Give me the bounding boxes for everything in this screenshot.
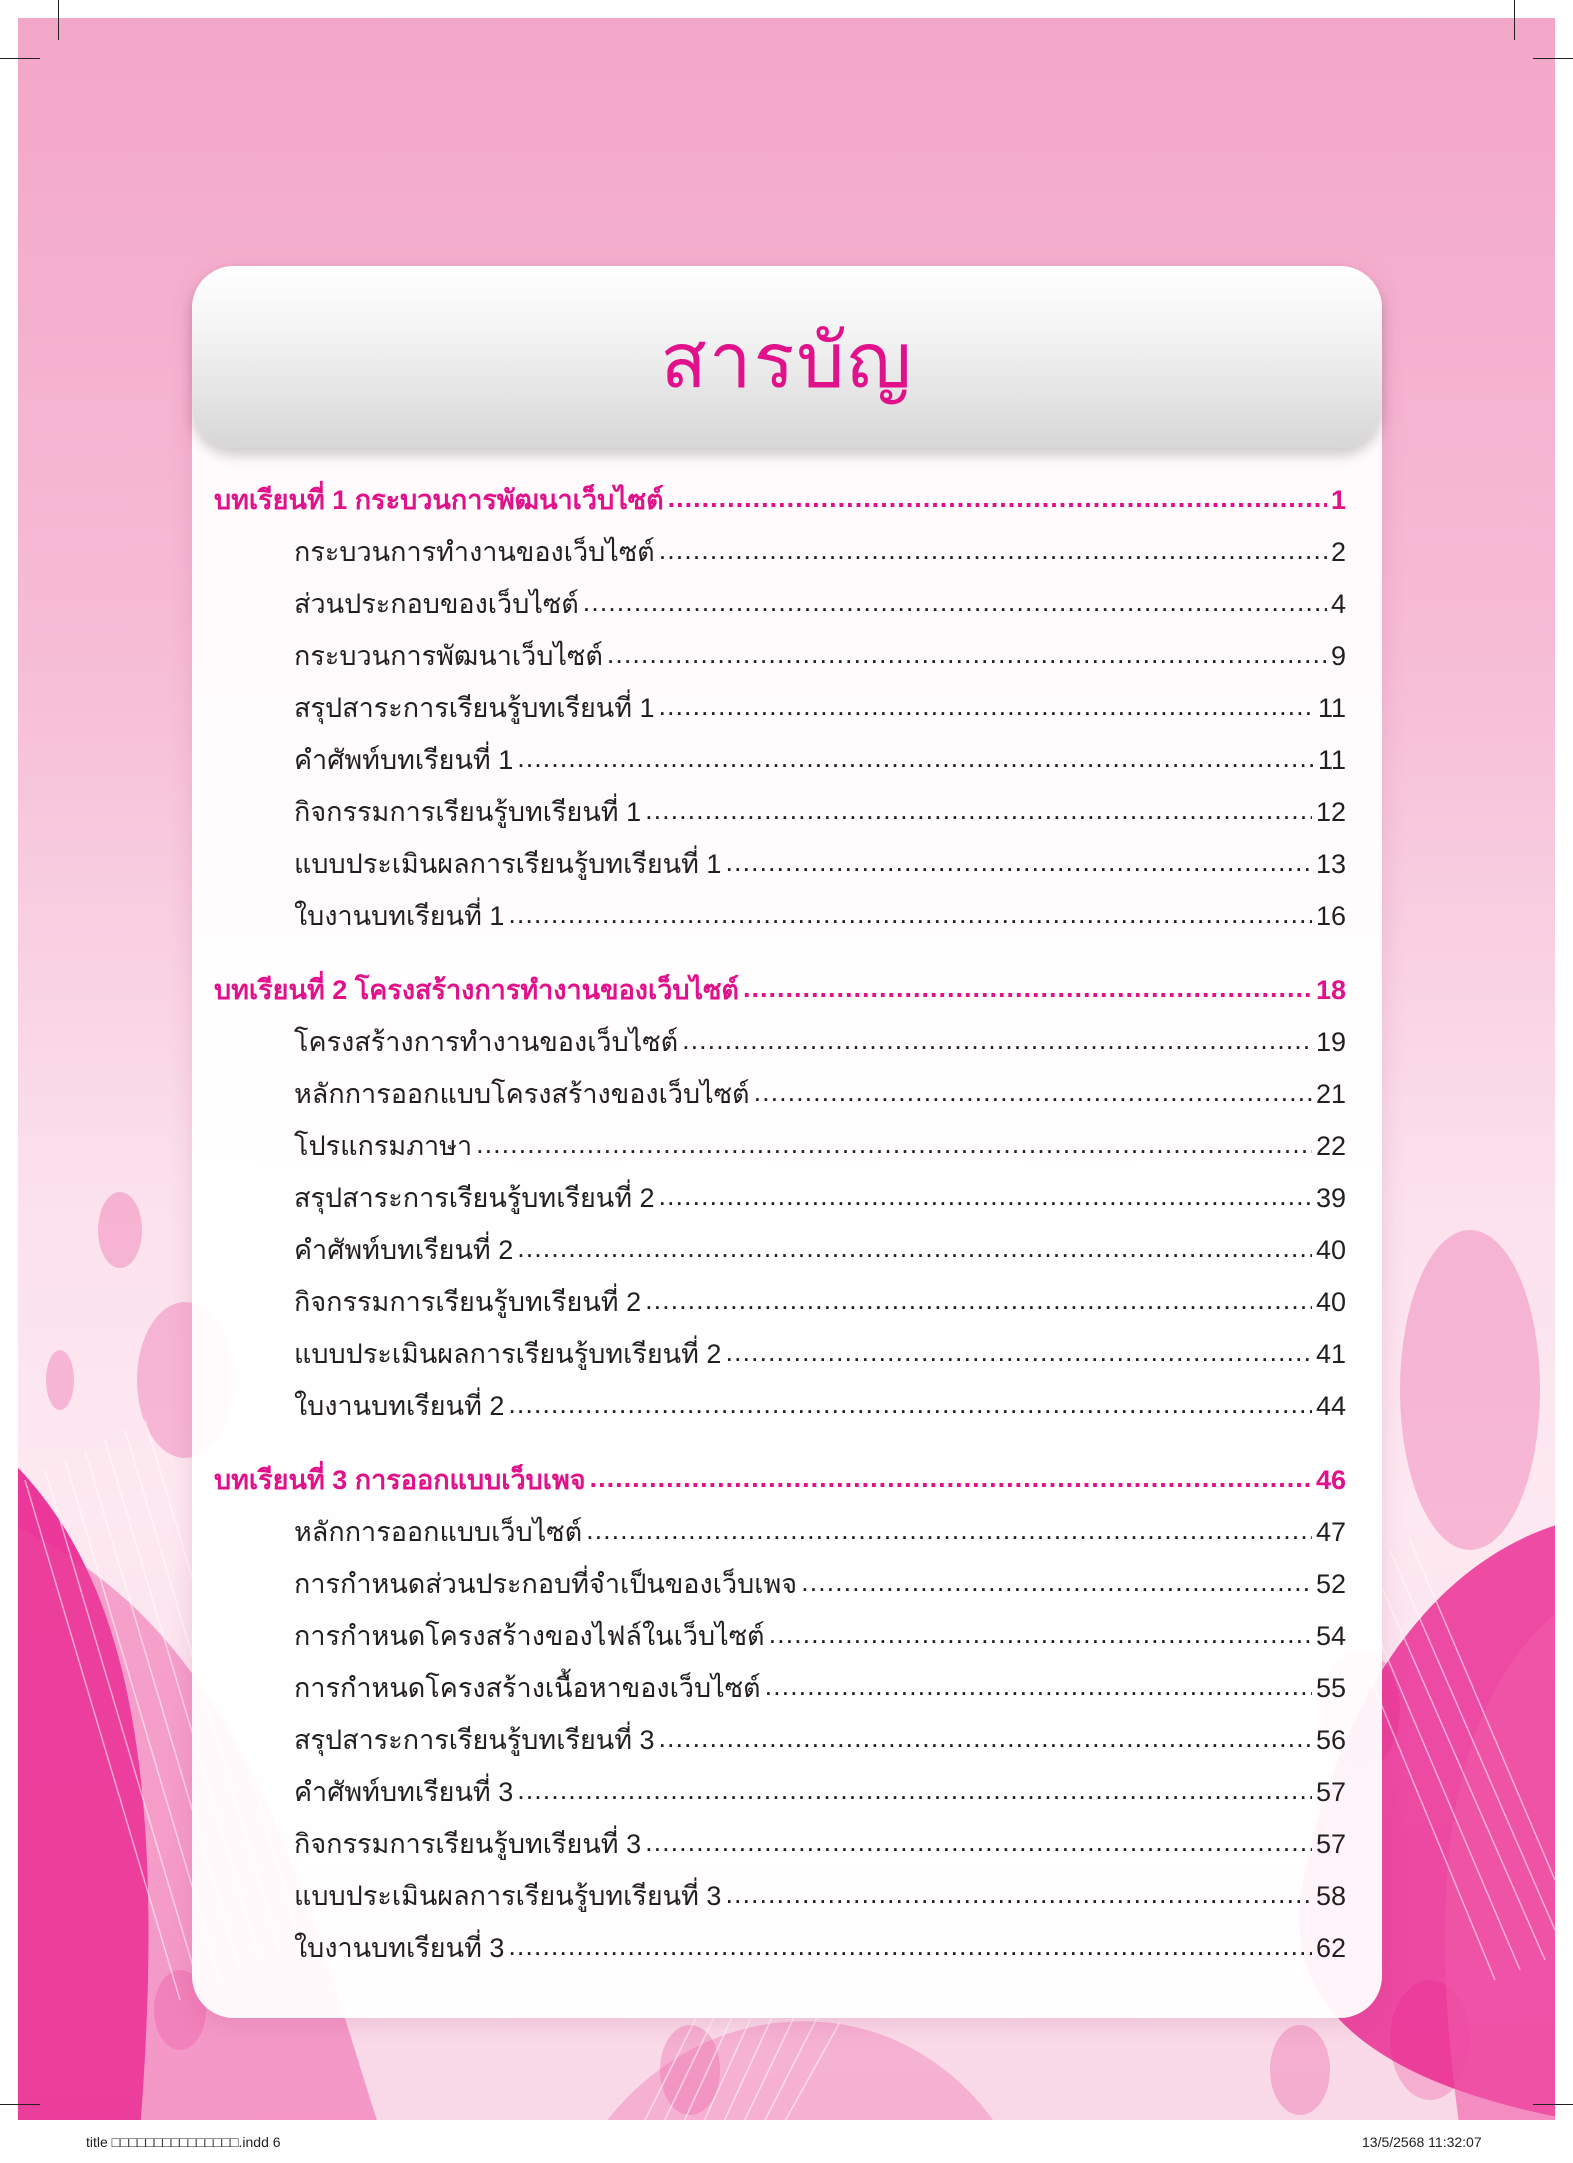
toc-entry[interactable] [214, 1176, 1346, 1228]
toc-entry[interactable] [214, 1822, 1346, 1874]
page-number: 58 [1315, 1881, 1346, 1911]
dot-leader [607, 639, 1327, 670]
toc-entry[interactable] [214, 1332, 1346, 1384]
page-number: 4 [1330, 589, 1346, 619]
toc-entry[interactable] [214, 1718, 1346, 1770]
page-number: 12 [1315, 797, 1346, 827]
crop-mark [1514, 0, 1515, 40]
entry-title: แบบประเมินผลการเรียนรู้บทเรียนที่ 2 [294, 1339, 722, 1369]
entry-title: หลักการออกแบบโครงสร้างของเว็บไซต์ [294, 1079, 750, 1109]
crop-mark [1533, 2104, 1573, 2105]
page-number: 56 [1315, 1725, 1346, 1755]
page-number: 11 [1317, 745, 1346, 775]
print-slug-filename: title □□□□□□□□□□□□□□□.indd 6 [86, 2134, 281, 2150]
dot-leader [645, 1285, 1312, 1316]
page-number: 9 [1330, 641, 1346, 671]
entry-title: ใบงานบทเรียนที่ 3 [294, 1933, 505, 1963]
page-number: 1 [1330, 485, 1346, 515]
toc-entry[interactable] [214, 1926, 1346, 1978]
entry-title: โครงสร้างการทำงานของเว็บไซต์ [294, 1027, 679, 1057]
page-margin-left [0, 0, 18, 2163]
toc-entry[interactable] [214, 1124, 1346, 1176]
page-number: 39 [1315, 1183, 1346, 1213]
entry-title: กิจกรรมการเรียนรู้บทเรียนที่ 3 [294, 1829, 642, 1859]
section-spacer [214, 1436, 1346, 1458]
toc-chapter[interactable] [214, 968, 1346, 1020]
entry-title: กระบวนการทำงานของเว็บไซต์ [294, 537, 655, 567]
entry-title: ใบงานบทเรียนที่ 2 [294, 1391, 505, 1421]
page-number: 62 [1315, 1933, 1346, 1963]
entry-title: การกำหนดโครงสร้างเนื้อหาของเว็บไซต์ [294, 1673, 761, 1703]
entry-title: โปรแกรมภาษา [294, 1131, 473, 1161]
dot-leader [801, 1567, 1312, 1598]
dot-leader [508, 1389, 1312, 1420]
dot-leader [583, 587, 1327, 618]
dot-leader [754, 1077, 1312, 1108]
entry-title: สรุปสาระการเรียนรู้บทเรียนที่ 3 [294, 1725, 655, 1755]
dot-leader [508, 899, 1312, 930]
page-number: 47 [1315, 1517, 1346, 1547]
dot-leader [682, 1025, 1312, 1056]
page-number: 16 [1315, 901, 1346, 931]
dot-leader [586, 1515, 1312, 1546]
dot-leader [517, 1233, 1312, 1264]
chapter-title: บทเรียนที่ 1 กระบวนการพัฒนาเว็บไซต์ [214, 485, 664, 515]
dot-leader [508, 1931, 1312, 1962]
entry-title: กิจกรรมการเรียนรู้บทเรียนที่ 2 [294, 1287, 642, 1317]
dot-leader [668, 483, 1327, 514]
dot-leader [517, 743, 1314, 774]
entry-title: การกำหนดส่วนประกอบที่จำเป็นของเว็บเพจ [294, 1569, 798, 1599]
page-title: สารบัญ [660, 316, 914, 405]
page-number: 2 [1330, 537, 1346, 567]
entry-title: คำศัพท์บทเรียนที่ 3 [294, 1777, 514, 1807]
toc-entry[interactable] [214, 1770, 1346, 1822]
crop-mark [0, 58, 40, 59]
table-of-contents [214, 478, 1346, 1978]
page-number: 52 [1315, 1569, 1346, 1599]
page-number: 55 [1315, 1673, 1346, 1703]
dot-leader [725, 1879, 1312, 1910]
page-number: 19 [1315, 1027, 1346, 1057]
toc-chapter[interactable] [214, 1458, 1346, 1510]
page-number: 46 [1315, 1465, 1346, 1495]
dot-leader [765, 1671, 1312, 1702]
entry-title: หลักการออกแบบเว็บไซต์ [294, 1517, 583, 1547]
page-number: 40 [1315, 1287, 1346, 1317]
dot-leader [769, 1619, 1312, 1650]
dot-leader [725, 847, 1312, 878]
entry-title: กระบวนการพัฒนาเว็บไซต์ [294, 641, 603, 671]
entry-title: กิจกรรมการเรียนรู้บทเรียนที่ 1 [294, 797, 642, 827]
page-number: 11 [1317, 693, 1346, 723]
entry-title: ส่วนประกอบของเว็บไซต์ [294, 589, 579, 619]
toc-entry[interactable] [214, 634, 1346, 686]
chapter-title: บทเรียนที่ 2 โครงสร้างการทำงานของเว็บไซต์ [214, 975, 739, 1005]
entry-title: แบบประเมินผลการเรียนรู้บทเรียนที่ 3 [294, 1881, 722, 1911]
entry-title: คำศัพท์บทเรียนที่ 1 [294, 745, 514, 775]
entry-title: การกำหนดโครงสร้างของไฟล์ในเว็บไซต์ [294, 1621, 765, 1651]
entry-title: สรุปสาระการเรียนรู้บทเรียนที่ 1 [294, 693, 655, 723]
dot-leader [743, 973, 1312, 1004]
dot-leader [645, 1827, 1312, 1858]
crop-mark [58, 0, 59, 40]
toc-entry[interactable] [214, 894, 1346, 946]
dot-leader [659, 535, 1327, 566]
page-number: 44 [1315, 1391, 1346, 1421]
toc-entry[interactable] [214, 582, 1346, 634]
dot-leader [590, 1463, 1312, 1494]
crop-mark [0, 2104, 40, 2105]
print-slug-datetime: 13/5/2568 11:32:07 [1362, 2134, 1482, 2150]
page-number: 13 [1315, 849, 1346, 879]
section-spacer [214, 946, 1346, 968]
page-number: 57 [1315, 1829, 1346, 1859]
page-number: 22 [1315, 1131, 1346, 1161]
page-number: 21 [1315, 1079, 1346, 1109]
toc-entry[interactable] [214, 686, 1346, 738]
toc-entry[interactable] [214, 1384, 1346, 1436]
toc-entry[interactable] [214, 1510, 1346, 1562]
toc-entry[interactable] [214, 1020, 1346, 1072]
toc-entry[interactable] [214, 1666, 1346, 1718]
toc-entry[interactable] [214, 790, 1346, 842]
toc-entry[interactable] [214, 1280, 1346, 1332]
toc-entry[interactable] [214, 738, 1346, 790]
toc-chapter[interactable] [214, 478, 1346, 530]
entry-title: แบบประเมินผลการเรียนรู้บทเรียนที่ 1 [294, 849, 722, 879]
chapter-title: บทเรียนที่ 3 การออกแบบเว็บเพจ [214, 1465, 586, 1495]
crop-mark [1533, 58, 1573, 59]
dot-leader [517, 1775, 1312, 1806]
dot-leader [659, 691, 1314, 722]
page-number: 41 [1315, 1339, 1346, 1369]
dot-leader [645, 795, 1312, 826]
dot-leader [725, 1337, 1312, 1368]
dot-leader [659, 1723, 1312, 1754]
toc-entry[interactable] [214, 1614, 1346, 1666]
toc-entry[interactable] [214, 1874, 1346, 1926]
dot-leader [476, 1129, 1312, 1160]
entry-title: คำศัพท์บทเรียนที่ 2 [294, 1235, 514, 1265]
toc-entry[interactable] [214, 842, 1346, 894]
title-banner [192, 266, 1382, 448]
page-margin-right [1555, 0, 1573, 2163]
dot-leader [659, 1181, 1312, 1212]
entry-title: ใบงานบทเรียนที่ 1 [294, 901, 505, 931]
toc-entry[interactable] [214, 1562, 1346, 1614]
page-number: 57 [1315, 1777, 1346, 1807]
page-margin-top [0, 0, 1573, 18]
toc-entry[interactable] [214, 1228, 1346, 1280]
toc-entry[interactable] [214, 530, 1346, 582]
toc-entry[interactable] [214, 1072, 1346, 1124]
entry-title: สรุปสาระการเรียนรู้บทเรียนที่ 2 [294, 1183, 655, 1213]
page-number: 40 [1315, 1235, 1346, 1265]
page-number: 18 [1315, 975, 1346, 1005]
page-number: 54 [1315, 1621, 1346, 1651]
